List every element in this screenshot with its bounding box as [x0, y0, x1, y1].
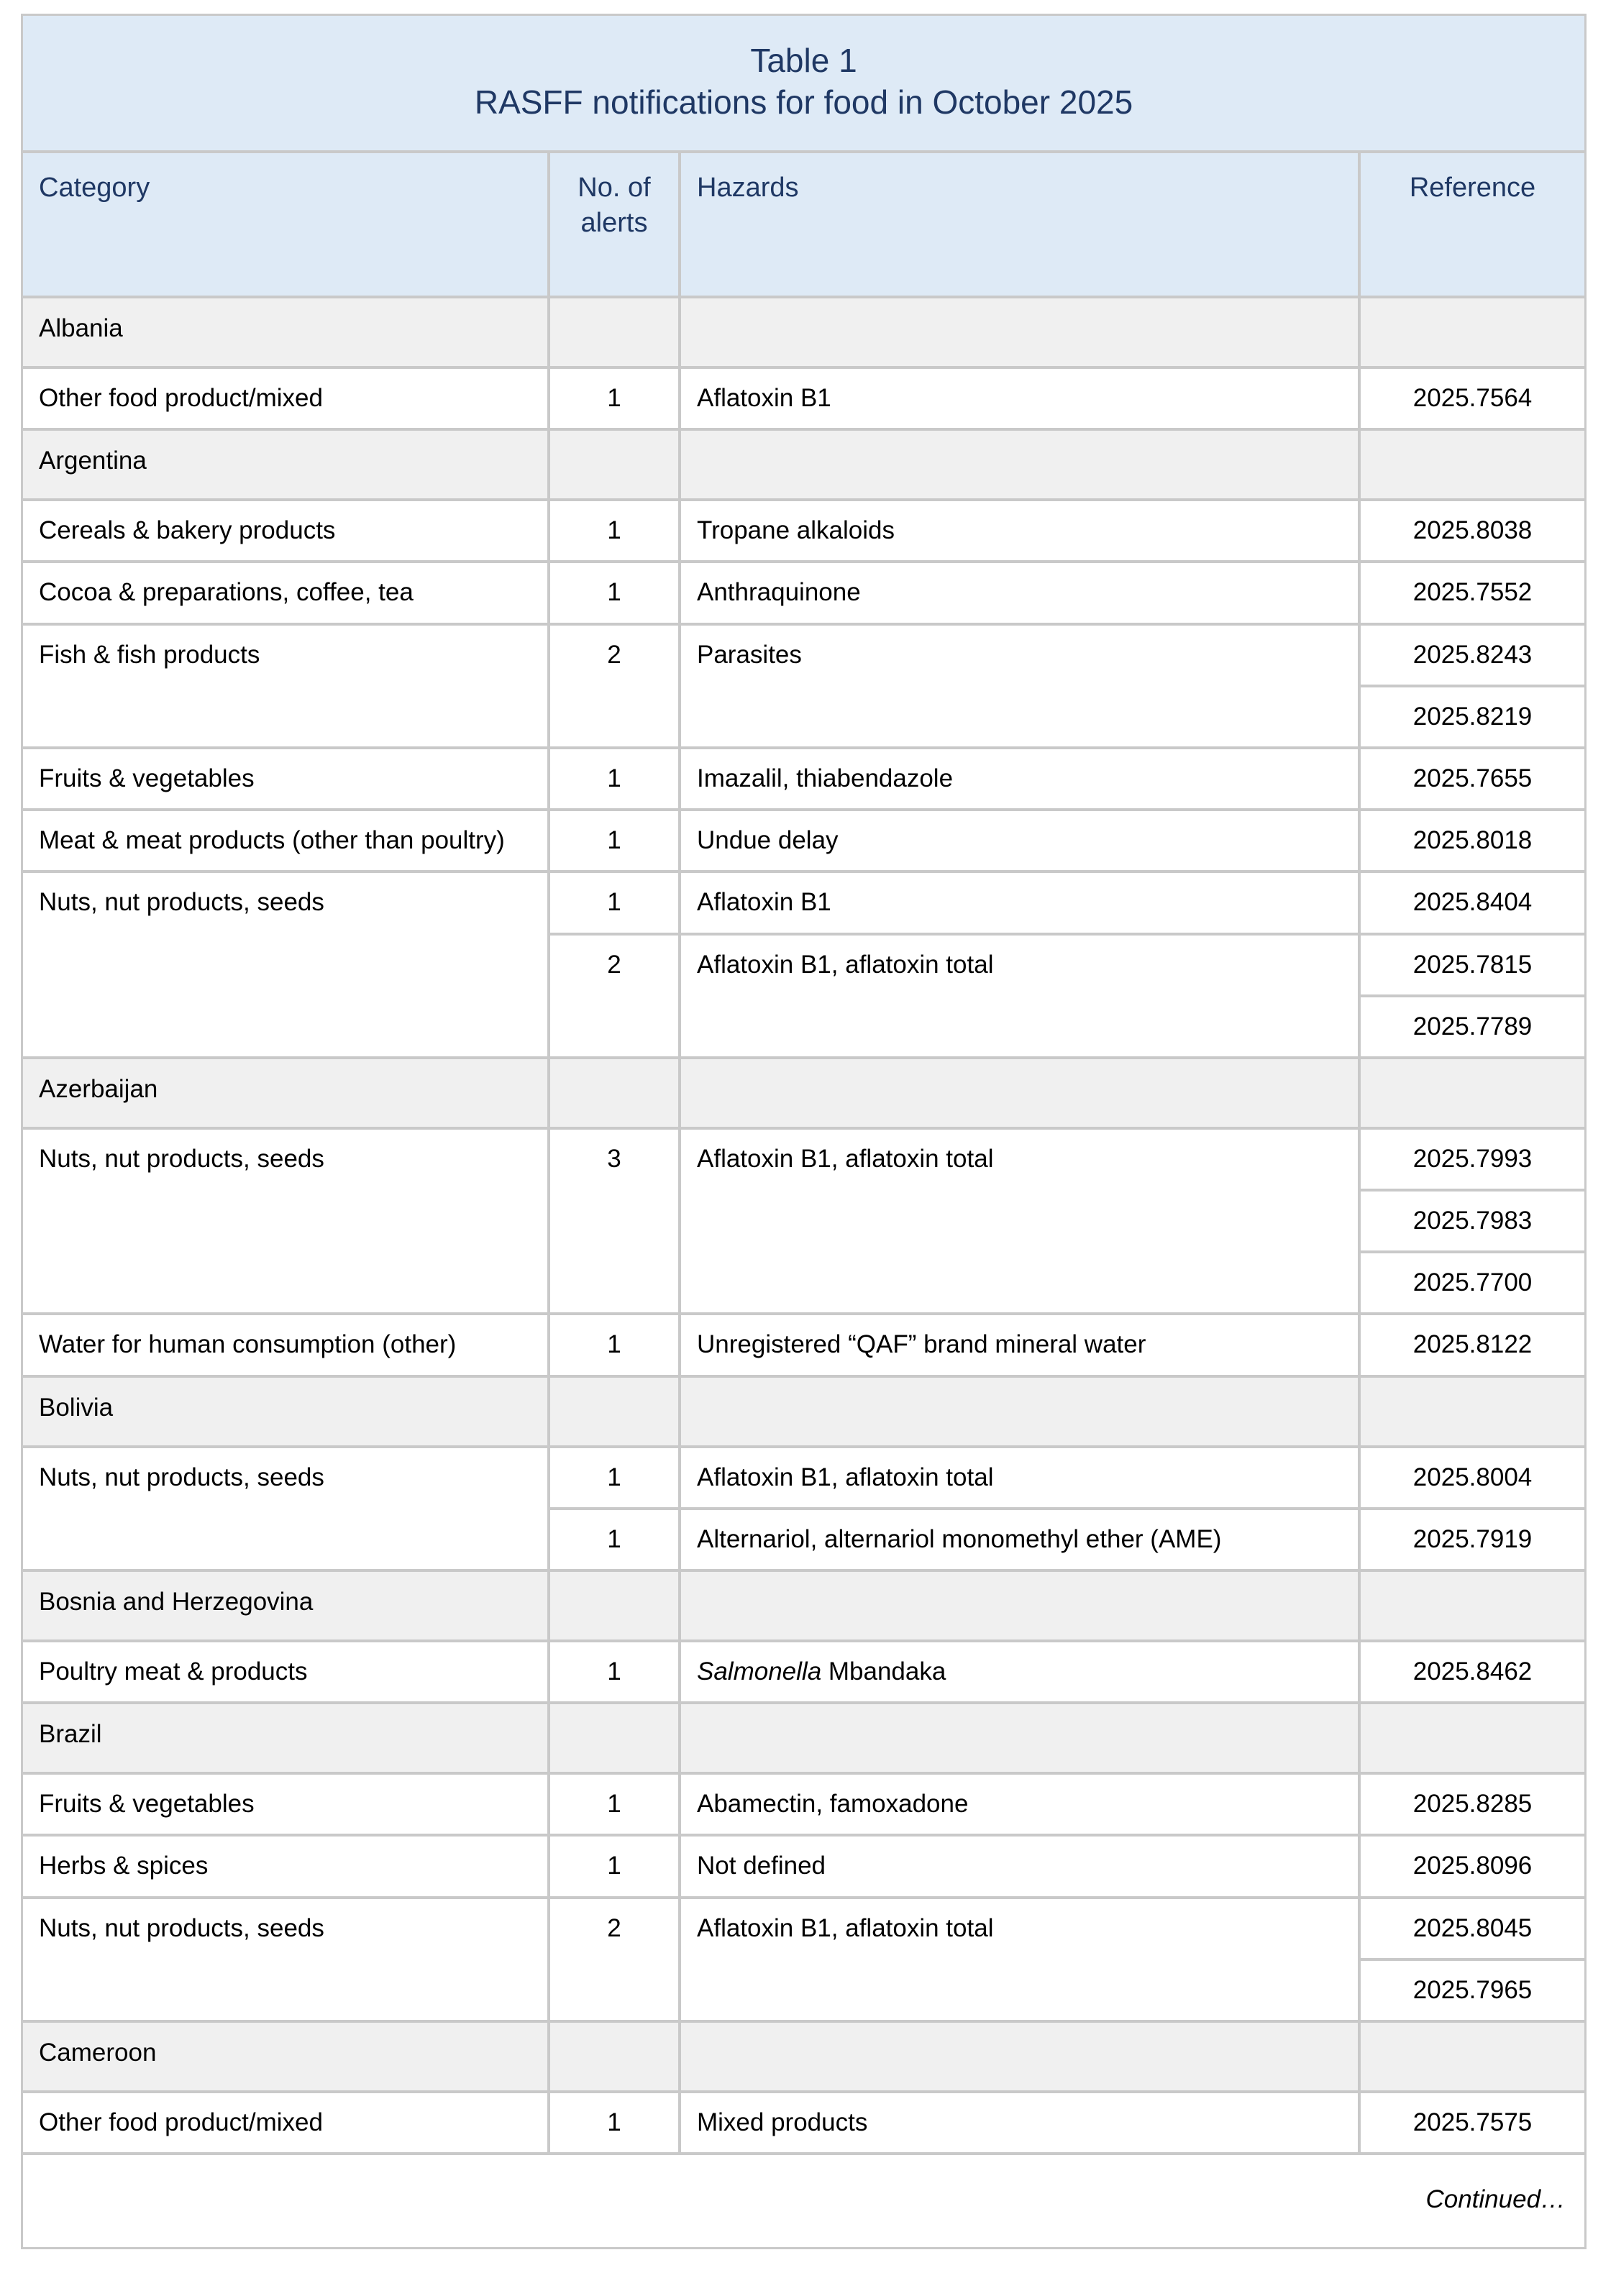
country-row-spacer-reference [1361, 1378, 1584, 1448]
cell-category: Herbs & spices [23, 1837, 550, 1898]
cell-category: Fish & fish products [23, 626, 550, 749]
table-number-label: Table 1 [750, 42, 857, 79]
country-row-spacer-reference [1361, 1059, 1584, 1130]
column-header-alerts [550, 153, 681, 298]
column-header-alerts-line2: alerts [580, 207, 648, 238]
cell-category: Cereals & bakery products [23, 501, 550, 563]
cell-category: Other food product/mixed [23, 2093, 550, 2155]
cell-category: Fruits & vegetables [23, 1775, 550, 1837]
cell-hazards: Aflatoxin B1, aflatoxin total [681, 1448, 1361, 1510]
cell-alerts: 1 [550, 1510, 681, 1572]
cell-category: Nuts, nut products, seeds [23, 1130, 550, 1316]
cell-alerts: 3 [550, 1130, 681, 1316]
cell-reference: 2025.7983 [1361, 1192, 1584, 1253]
cell-hazards: Abamectin, famoxadone [681, 1775, 1361, 1837]
country-group-row [23, 1059, 1584, 1130]
cell-reference: 2025.8004 [1361, 1448, 1584, 1510]
cell-reference: 2025.7700 [1361, 1253, 1584, 1315]
country-row-spacer-alerts [550, 1378, 681, 1448]
table-row [23, 369, 1584, 431]
cell-category: Other food product/mixed [23, 369, 550, 431]
cell-hazards: Aflatoxin B1 [681, 369, 1361, 431]
table-row [23, 1837, 1584, 1898]
cell-category: Poultry meat & products [23, 1642, 550, 1704]
country-group-row [23, 431, 1584, 501]
country-row-spacer-alerts [550, 1572, 681, 1642]
country-row-spacer-reference [1361, 298, 1584, 369]
country-name-albania: Albania [23, 298, 550, 369]
table-row [23, 501, 1584, 563]
cell-reference: 2025.8018 [1361, 811, 1584, 873]
hazard-pathogen-serotype: Mbandaka [821, 1657, 946, 1686]
continued-label: Continued… [23, 2155, 1584, 2247]
cell-hazards: Undue delay [681, 811, 1361, 873]
cell-category: Fruits & vegetables [23, 749, 550, 811]
column-header-category: Category [23, 153, 550, 298]
table-row [23, 2093, 1584, 2155]
table-continued-row [23, 2155, 1584, 2247]
table-caption-label: RASFF notifications for food in October 2025 [474, 83, 1133, 121]
cell-alerts: 1 [550, 1448, 681, 1510]
country-row-spacer-hazards [681, 1704, 1361, 1775]
country-name-brazil: Brazil [23, 1704, 550, 1775]
table-row [23, 1775, 1584, 1837]
country-name-argentina: Argentina [23, 431, 550, 501]
cell-hazards: Aflatoxin B1, aflatoxin total [681, 1899, 1361, 2023]
cell-reference: 2025.7564 [1361, 369, 1584, 431]
table-row [23, 811, 1584, 873]
cell-alerts: 1 [550, 501, 681, 563]
country-row-spacer-reference [1361, 1572, 1584, 1642]
country-row-spacer-reference [1361, 1704, 1584, 1775]
cell-reference: 2025.8285 [1361, 1775, 1584, 1837]
table-title-cell [23, 16, 1584, 153]
cell-reference: 2025.8243 [1361, 626, 1584, 687]
column-header-alerts-line1: No. of [578, 173, 651, 203]
table-title-row [23, 16, 1584, 153]
cell-category: Nuts, nut products, seeds [23, 1899, 550, 2023]
country-group-row [23, 1704, 1584, 1775]
country-row-spacer-alerts [550, 1704, 681, 1775]
cell-reference: 2025.7815 [1361, 936, 1584, 997]
cell-alerts: 1 [550, 1642, 681, 1704]
cell-hazards: Aflatoxin B1 [681, 873, 1361, 935]
cell-alerts: 2 [550, 936, 681, 1059]
cell-reference: 2025.8038 [1361, 501, 1584, 563]
cell-reference: 2025.7552 [1361, 563, 1584, 625]
table-row [23, 1642, 1584, 1704]
country-name-bosnia-and-herzegovina: Bosnia and Herzegovina [23, 1572, 550, 1642]
cell-category: Nuts, nut products, seeds [23, 873, 550, 1059]
table-row [23, 563, 1584, 625]
country-group-row [23, 2023, 1584, 2093]
cell-reference: 2025.8404 [1361, 873, 1584, 935]
cell-hazards: Imazalil, thiabendazole [681, 749, 1361, 811]
cell-alerts: 1 [550, 563, 681, 625]
cell-reference: 2025.7919 [1361, 1510, 1584, 1572]
table-row [23, 1448, 1584, 1510]
country-row-spacer-reference [1361, 2023, 1584, 2093]
country-row-spacer-alerts [550, 298, 681, 369]
cell-alerts: 1 [550, 749, 681, 811]
cell-reference: 2025.7965 [1361, 1961, 1584, 2023]
cell-reference: 2025.8462 [1361, 1642, 1584, 1704]
column-header-hazards: Hazards [681, 153, 1361, 298]
country-row-spacer-hazards [681, 1572, 1361, 1642]
cell-reference: 2025.7575 [1361, 2093, 1584, 2155]
hazard-pathogen-genus: Salmonella [697, 1657, 822, 1686]
cell-reference: 2025.8219 [1361, 687, 1584, 749]
cell-reference: 2025.7655 [1361, 749, 1584, 811]
country-row-spacer-alerts [550, 431, 681, 501]
cell-hazards: Unregistered “QAF” brand mineral water [681, 1315, 1361, 1377]
country-name-azerbaijan: Azerbaijan [23, 1059, 550, 1130]
country-row-spacer-alerts [550, 2023, 681, 2093]
country-row-spacer-alerts [550, 1059, 681, 1130]
table-row [23, 626, 1584, 687]
table-row [23, 1899, 1584, 1961]
country-name-cameroon: Cameroon [23, 2023, 550, 2093]
cell-alerts: 1 [550, 1775, 681, 1837]
table-row [23, 1130, 1584, 1192]
cell-alerts: 2 [550, 1899, 681, 2023]
country-row-spacer-hazards [681, 1059, 1361, 1130]
table-row [23, 873, 1584, 935]
rasff-notifications-table [23, 16, 1584, 2247]
table-row [23, 1315, 1584, 1377]
cell-category: Cocoa & preparations, coffee, tea [23, 563, 550, 625]
cell-hazards: Not defined [681, 1837, 1361, 1898]
cell-reference: 2025.8122 [1361, 1315, 1584, 1377]
cell-hazards: Mixed products [681, 2093, 1361, 2155]
cell-alerts: 2 [550, 626, 681, 749]
cell-alerts: 1 [550, 811, 681, 873]
column-header-reference: Reference [1361, 153, 1584, 298]
cell-alerts: 1 [550, 2093, 681, 2155]
cell-hazards: Tropane alkaloids [681, 501, 1361, 563]
cell-alerts: 1 [550, 1837, 681, 1898]
country-group-row [23, 298, 1584, 369]
country-row-spacer-hazards [681, 298, 1361, 369]
cell-category: Meat & meat products (other than poultry) [23, 811, 550, 873]
cell-reference: 2025.8045 [1361, 1899, 1584, 1961]
cell-hazards: Aflatoxin B1, aflatoxin total [681, 936, 1361, 1059]
cell-reference: 2025.8096 [1361, 1837, 1584, 1898]
cell-hazards: Alternariol, alternariol monomethyl ether (AME) [681, 1510, 1361, 1572]
country-group-row [23, 1572, 1584, 1642]
table-column-header-row [23, 153, 1584, 298]
country-name-bolivia: Bolivia [23, 1378, 550, 1448]
country-row-spacer-reference [1361, 431, 1584, 501]
country-row-spacer-hazards [681, 431, 1361, 501]
cell-reference: 2025.7789 [1361, 997, 1584, 1059]
cell-hazards: Anthraquinone [681, 563, 1361, 625]
cell-alerts: 1 [550, 369, 681, 431]
cell-hazards [681, 1642, 1361, 1704]
cell-category: Nuts, nut products, seeds [23, 1448, 550, 1572]
country-group-row [23, 1378, 1584, 1448]
cell-hazards: Aflatoxin B1, aflatoxin total [681, 1130, 1361, 1316]
cell-hazards: Parasites [681, 626, 1361, 749]
cell-category: Water for human consumption (other) [23, 1315, 550, 1377]
cell-alerts: 1 [550, 873, 681, 935]
cell-alerts: 1 [550, 1315, 681, 1377]
cell-reference: 2025.7993 [1361, 1130, 1584, 1192]
table-row [23, 749, 1584, 811]
country-row-spacer-hazards [681, 1378, 1361, 1448]
country-row-spacer-hazards [681, 2023, 1361, 2093]
